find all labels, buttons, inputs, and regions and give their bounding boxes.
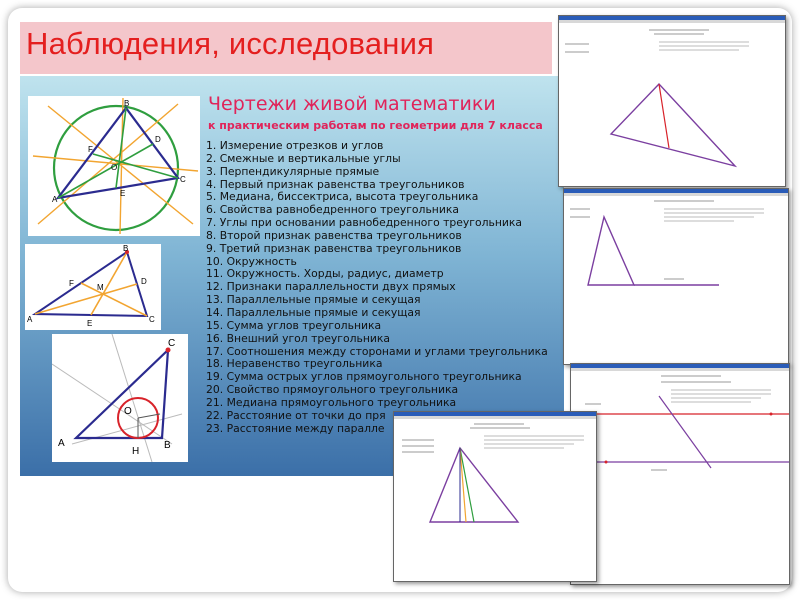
topic-item: 4. Первый признак равенства треугольников (206, 177, 465, 191)
point-label: B (123, 244, 129, 253)
topic-item: 22. Расстояние от точки до пря (206, 408, 386, 422)
screenshot-thumbnail (393, 411, 597, 582)
slide-title: Наблюдения, исследования (26, 26, 435, 61)
thumbnail-drawing (559, 16, 785, 186)
point-label: C (168, 338, 176, 349)
panel-subtitle: к практическим работам по геометрии для 7 класса (208, 119, 543, 132)
topic-item: 1. Измерение отрезков и углов (206, 139, 384, 152)
point-label: D (155, 135, 161, 144)
topic-item: 21. Медиана прямоугольного треугольника (206, 395, 457, 409)
incircle-figure (52, 334, 188, 462)
screenshot-thumbnail (558, 15, 786, 187)
point-label: A (58, 438, 65, 449)
point-label: O (124, 406, 132, 417)
topic-item: 6. Свойства равнобедренного треугольника (206, 203, 460, 217)
point-label: F (69, 279, 74, 288)
point-label: F (88, 145, 93, 154)
thumbnail-drawing (571, 364, 789, 584)
panel-title: Чертежи живой математики (208, 93, 496, 115)
topic-item: 17. Соотношения между сторонами и углами треугольника (206, 344, 548, 358)
median-figure (25, 244, 161, 330)
topic-item: 9. Третий признак равенства треугольников (206, 241, 462, 255)
topic-item: 15. Сумма углов треугольника (206, 318, 382, 332)
topic-item: 20. Свойство прямоугольного треугольника (206, 383, 459, 397)
topic-item: 11. Окружность. Хорды, радиус, диаметр (206, 267, 444, 281)
point-label: A (27, 315, 33, 324)
point-label: B (164, 440, 171, 451)
topic-item: 2. Смежные и вертикальные углы (206, 151, 401, 165)
point-label: E (120, 189, 126, 198)
topic-item: 23. Расстояние между паралле (206, 421, 385, 435)
point-label: E (87, 319, 93, 328)
point-label: B (124, 99, 130, 108)
circumcircle-figure (28, 96, 200, 236)
topic-item: 19. Сумма острых углов прямоугольного треугольника (206, 370, 522, 384)
screenshot-thumbnail (563, 188, 789, 365)
thumbnail-drawing (564, 189, 788, 364)
topic-item: 18. Неравенство треугольника (206, 357, 383, 371)
thumbnail-drawing (394, 412, 596, 581)
topic-item: 14. Параллельные прямые и секущая (206, 305, 421, 319)
topic-list (206, 140, 548, 435)
figure-background (25, 244, 161, 330)
topic-item: 13. Параллельные прямые и секущая (206, 293, 421, 307)
screenshot-thumbnail (570, 363, 790, 585)
point-label: A (52, 195, 58, 204)
point-label: C (180, 175, 186, 184)
point-label: C (149, 315, 155, 324)
point-label: H (132, 446, 140, 457)
topic-item: 16. Внешний угол треугольника (206, 331, 391, 345)
topic-item: 3. Перпендикулярные прямые (206, 164, 380, 178)
topic-item: 7. Углы при основании равнобедренного треугольника (206, 216, 523, 230)
topic-item: 5. Медиана, биссектриса, высота треугольника (206, 190, 479, 204)
topic-item: 10. Окружность (206, 254, 297, 268)
point-label: D (141, 277, 147, 286)
point-label: O (111, 163, 118, 172)
topic-item: 12. Признаки параллельности двух прямых (206, 280, 456, 294)
topic-item: 8. Второй признак равенства треугольников (206, 228, 462, 242)
point-label: M (97, 283, 104, 292)
